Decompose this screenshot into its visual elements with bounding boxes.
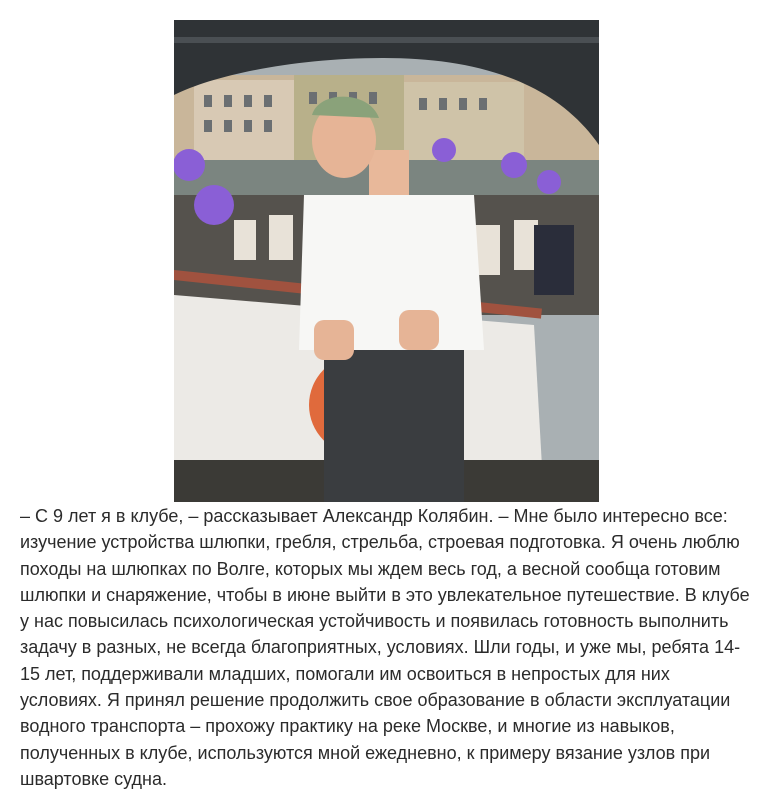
paragraph-line: у нас повысилась психологическая устойчивость и появилась готовность выполнить [20, 611, 729, 632]
paragraph-line: – С 9 лет я в клубе, – рассказывает Александр Колябин. – Мне было интересно все: [20, 506, 728, 526]
article-photo [174, 20, 599, 502]
paragraph-line: водного транспорта – прохожу практику на реке Москве, и многие из навыков, [20, 716, 675, 737]
paragraph-line: швартовке судна. [20, 768, 167, 789]
paragraph-line: полученных в клубе, используются мной ежедневно, к примеру вязание узлов при [20, 742, 711, 763]
paragraph-line: шлюпки и снаряжение, чтобы в июне выйти в это увлекательное путешествие. В клубе [20, 584, 750, 605]
paragraph-line: походы на шлюпках по Волге, которых мы ждем весь год, а весной сообща готовим [20, 558, 721, 579]
article-paragraph [20, 503, 760, 792]
paragraph-line: изучение устройства шлюпки, гребля, стрельба, строевая подготовка. Я очень люблю [20, 532, 740, 553]
photo-illustration [174, 20, 599, 502]
paragraph-line: условиях. Я принял решение продолжить свое образование в области эксплуатации [20, 690, 731, 711]
paragraph-line: задачу в разных, не всегда благоприятных, условиях. Шли годы, и уже мы, ребята 14- [20, 637, 741, 658]
paragraph-line: 15 лет, поддерживали младших, помогали им освоиться в непростых для них [20, 663, 670, 684]
